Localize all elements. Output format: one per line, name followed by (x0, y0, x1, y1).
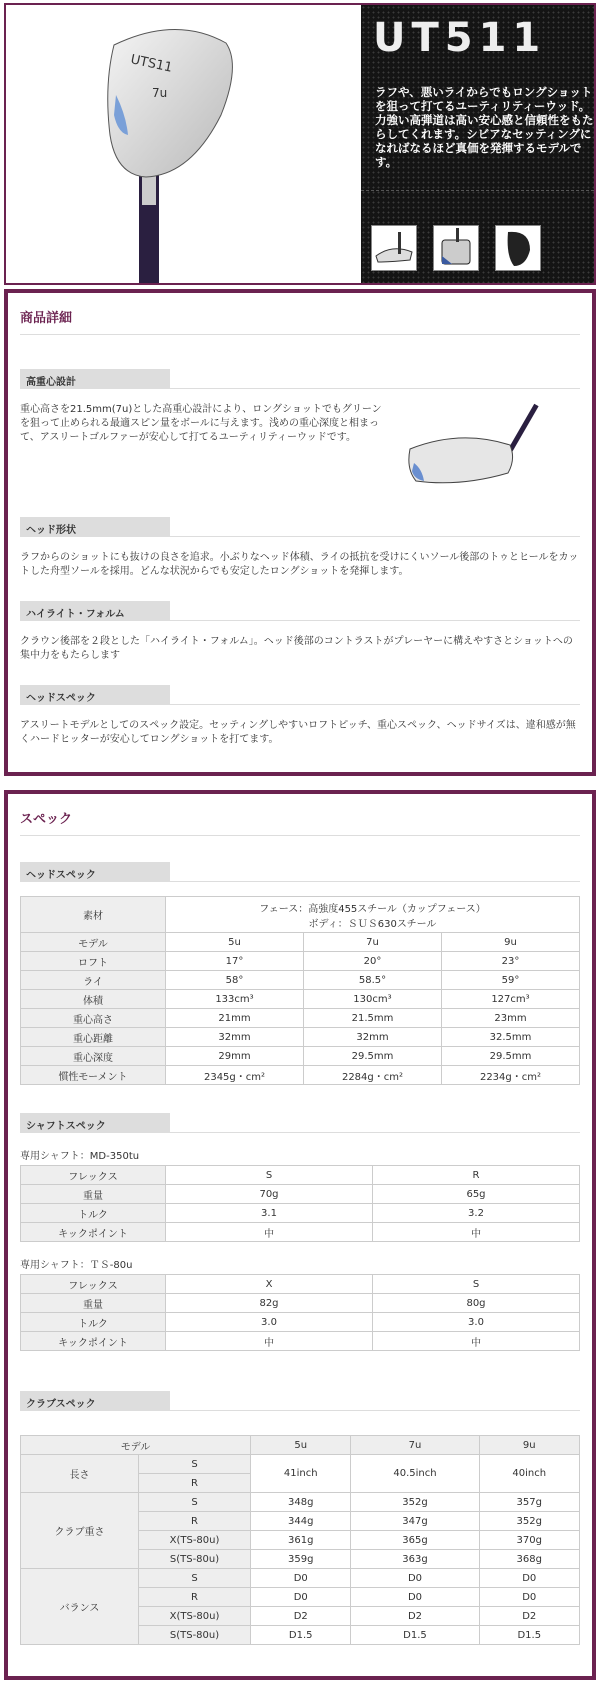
table-row (21, 1569, 580, 1588)
table-row (21, 1332, 580, 1351)
subsection-header (20, 685, 580, 705)
hero-banner (4, 3, 596, 285)
subsection-header (20, 517, 580, 537)
thumbnail-1[interactable] (371, 225, 417, 271)
table-cell: 5u (166, 933, 304, 952)
table-cell: 32mm (166, 1028, 304, 1047)
table-cell: 23° (441, 952, 579, 971)
table-cell: 20° (303, 952, 441, 971)
table-cell: 368g (479, 1550, 579, 1569)
table-cell: 2234g・cm² (441, 1066, 579, 1085)
row-label: キックポイント (21, 1332, 166, 1351)
table-row (21, 1223, 580, 1242)
table-cell: 65g (373, 1185, 580, 1204)
row-label: フレックス (21, 1275, 166, 1294)
table-cell: 58° (166, 971, 304, 990)
table-cell: 352g (479, 1512, 579, 1531)
table-cell: 32mm (303, 1028, 441, 1047)
row-label: ライ (21, 971, 166, 990)
table-cell: 357g (479, 1493, 579, 1512)
table-cell: 23mm (441, 1009, 579, 1028)
flex-label: S (139, 1455, 251, 1474)
row-label: 重心深度 (21, 1047, 166, 1066)
table-row (21, 1066, 580, 1085)
flex-label: X(TS-80u) (139, 1607, 251, 1626)
row-label: 重心距離 (21, 1028, 166, 1047)
table-row (21, 1493, 580, 1512)
table-cell: 中 (373, 1332, 580, 1351)
table-cell: 347g (351, 1512, 479, 1531)
thumbnail-2[interactable] (433, 225, 479, 271)
row-label: 慣性モーメント (21, 1066, 166, 1085)
flex-label: S (139, 1569, 251, 1588)
table-row (21, 1436, 580, 1455)
thumbnail-strip (371, 225, 541, 271)
table-row (21, 1294, 580, 1313)
table-row (21, 1455, 580, 1474)
flex-label: X(TS-80u) (139, 1531, 251, 1550)
table-cell: 3.1 (166, 1204, 373, 1223)
table-cell: 21.5mm (303, 1009, 441, 1028)
club-head-label: UTS11 (129, 52, 174, 76)
row-label: キックポイント (21, 1223, 166, 1242)
table-row (21, 971, 580, 990)
table-cell: 3.0 (166, 1313, 373, 1332)
flex-label: S(TS-80u) (139, 1626, 251, 1645)
table-cell: D1.5 (351, 1626, 479, 1645)
head-spec-table (20, 896, 580, 1085)
table-cell: D2 (479, 1607, 579, 1626)
table-cell: 82g (166, 1294, 373, 1313)
row-label: 素材 (21, 897, 166, 933)
row-label: ロフト (21, 952, 166, 971)
table-cell: 29mm (166, 1047, 304, 1066)
row-label: バランス (21, 1569, 139, 1645)
table-cell: D0 (251, 1569, 351, 1588)
club-side-image (400, 399, 550, 503)
table-cell: 17° (166, 952, 304, 971)
table-row (21, 897, 580, 933)
table-cell: 348g (251, 1493, 351, 1512)
table-cell: 127cm³ (441, 990, 579, 1009)
table-cell: D0 (351, 1569, 479, 1588)
club-spec-table (20, 1435, 580, 1645)
table-cell: 3.0 (373, 1313, 580, 1332)
table-cell: 中 (373, 1223, 580, 1242)
subsection-header (20, 1391, 580, 1411)
table-cell: D1.5 (251, 1626, 351, 1645)
table-cell: 59° (441, 971, 579, 990)
shaft-caption: 専用シャフト：ＴＳ-80u (20, 1260, 133, 1271)
section-title: 商品詳細 (20, 307, 580, 335)
header-cell: 5u (251, 1436, 351, 1455)
club-head-image (6, 5, 361, 283)
table-cell: 352g (351, 1493, 479, 1512)
row-label: 長さ (21, 1455, 139, 1493)
thumbnail-3[interactable] (495, 225, 541, 271)
row-label: 重量 (21, 1185, 166, 1204)
material-line: ボディ：ＳＵＳ630スチール (308, 918, 437, 930)
flex-label: R (139, 1588, 251, 1607)
material-line: フェース：高強度455スチール（カップフェース） (259, 903, 486, 915)
table-cell: 29.5mm (441, 1047, 579, 1066)
table-cell: S (166, 1166, 373, 1185)
row-label: トルク (21, 1313, 166, 1332)
table-cell: 133cm³ (166, 990, 304, 1009)
divider (361, 190, 594, 191)
table-cell: 2284g・cm² (303, 1066, 441, 1085)
shaft1-table (20, 1165, 580, 1242)
row-label: クラブ重さ (21, 1493, 139, 1569)
table-cell: 80g (373, 1294, 580, 1313)
subsection-header (20, 862, 580, 882)
material-cell (166, 897, 580, 933)
subsection-title: 高重心設計 (20, 369, 170, 388)
table-cell: 中 (166, 1223, 373, 1242)
table-row (21, 1009, 580, 1028)
table-row (21, 1047, 580, 1066)
table-cell: 3.2 (373, 1204, 580, 1223)
header-cell: 7u (351, 1436, 479, 1455)
table-cell: 21mm (166, 1009, 304, 1028)
paragraph: クラウン後部を２段とした「ハイライト・フォルム」。ヘッド後部のコントラストがプレーヤーに構えやすさとショットへの集中力をもたらします (20, 636, 573, 661)
subsection-title: ヘッドスペック (20, 685, 170, 704)
table-cell: R (373, 1166, 580, 1185)
table-row (21, 1313, 580, 1332)
paragraph: アスリートモデルとしてのスペック設定。セッティングしやすいロフトピッチ、重心スペック、ヘッドサイズは、違和感が無くハードヒッターが安心してロングショットを打てます。 (20, 720, 576, 745)
subsection-header (20, 1113, 580, 1133)
shaft2-table (20, 1274, 580, 1351)
hero-text-panel (361, 5, 594, 283)
paragraph: 重心高さを21.5mm(7u)とした高重心設計により、ロングショットでもグリーンを狙って止められる最適スピン量をボールに与えます。浅めの重心深度と相まって、アスリートゴルファーが安心して打てるユーティリティーウッドです。 (20, 404, 382, 443)
table-cell: 7u (303, 933, 441, 952)
hero-description: ラフや、悪いライからでもロングショットを狙って打てるユーティリティーウッド。力強い高弾道は高い安心感と信頼性をもたらしてくれます。シビアなセッティングになればなるほど真価を発揮するモデルです。 (375, 85, 594, 169)
table-cell: 130cm³ (303, 990, 441, 1009)
table-cell: D0 (479, 1588, 579, 1607)
table-cell: D2 (351, 1607, 479, 1626)
header-cell: 9u (479, 1436, 579, 1455)
table-row (21, 990, 580, 1009)
table-row (21, 1166, 580, 1185)
table-cell: 中 (166, 1332, 373, 1351)
row-label: 体積 (21, 990, 166, 1009)
subsection-title: ヘッドスペック (20, 862, 170, 881)
subsection-header (20, 601, 580, 621)
row-label: 重量 (21, 1294, 166, 1313)
spec-section (4, 790, 596, 1680)
row-label: トルク (21, 1204, 166, 1223)
flex-label: S (139, 1493, 251, 1512)
table-row (21, 1028, 580, 1047)
paragraph: ラフからのショットにも抜けの良さを追求。小ぶりなヘッド体積、ライの抵抗を受けにくいソール後部のトゥとヒールをカットした舟型ソールを採用。どんな状況からでも安定したロングショットを発揮します。 (20, 552, 579, 577)
table-row (21, 1185, 580, 1204)
shaft-caption: 専用シャフト：MD-350tu (20, 1151, 140, 1162)
flex-label: R (139, 1512, 251, 1531)
table-cell: 363g (351, 1550, 479, 1569)
table-cell: 359g (251, 1550, 351, 1569)
table-cell: 40.5inch (351, 1455, 479, 1493)
table-cell: S (373, 1275, 580, 1294)
subsection-title: シャフトスペック (20, 1113, 170, 1132)
table-cell: 29.5mm (303, 1047, 441, 1066)
row-label: 重心高さ (21, 1009, 166, 1028)
table-cell: 9u (441, 933, 579, 952)
table-cell: 370g (479, 1531, 579, 1550)
subsection-title: クラブスペック (20, 1391, 170, 1410)
section-title: スペック (20, 808, 580, 836)
table-cell: 40inch (479, 1455, 579, 1493)
table-cell: 344g (251, 1512, 351, 1531)
table-cell: 70g (166, 1185, 373, 1204)
row-label: モデル (21, 933, 166, 952)
subsection-title: ハイライト・フォルム (20, 601, 170, 620)
flex-label: S(TS-80u) (139, 1550, 251, 1569)
table-cell: D0 (479, 1569, 579, 1588)
club-head-number: 7u (152, 86, 168, 100)
product-detail-section (4, 289, 596, 776)
subsection-header (20, 369, 580, 389)
product-name: UT511 (373, 15, 547, 61)
table-cell: D0 (251, 1588, 351, 1607)
table-cell: 41inch (251, 1455, 351, 1493)
table-cell: 365g (351, 1531, 479, 1550)
table-row (21, 933, 580, 952)
table-row (21, 1204, 580, 1223)
header-cell: モデル (21, 1436, 251, 1455)
table-cell: D2 (251, 1607, 351, 1626)
table-row (21, 1275, 580, 1294)
row-label: フレックス (21, 1166, 166, 1185)
table-cell: 58.5° (303, 971, 441, 990)
table-cell: D0 (351, 1588, 479, 1607)
table-cell: X (166, 1275, 373, 1294)
table-cell: 361g (251, 1531, 351, 1550)
table-row (21, 952, 580, 971)
flex-label: R (139, 1474, 251, 1493)
table-cell: D1.5 (479, 1626, 579, 1645)
table-cell: 2345g・cm² (166, 1066, 304, 1085)
table-cell: 32.5mm (441, 1028, 579, 1047)
subsection-title: ヘッド形状 (20, 517, 170, 536)
